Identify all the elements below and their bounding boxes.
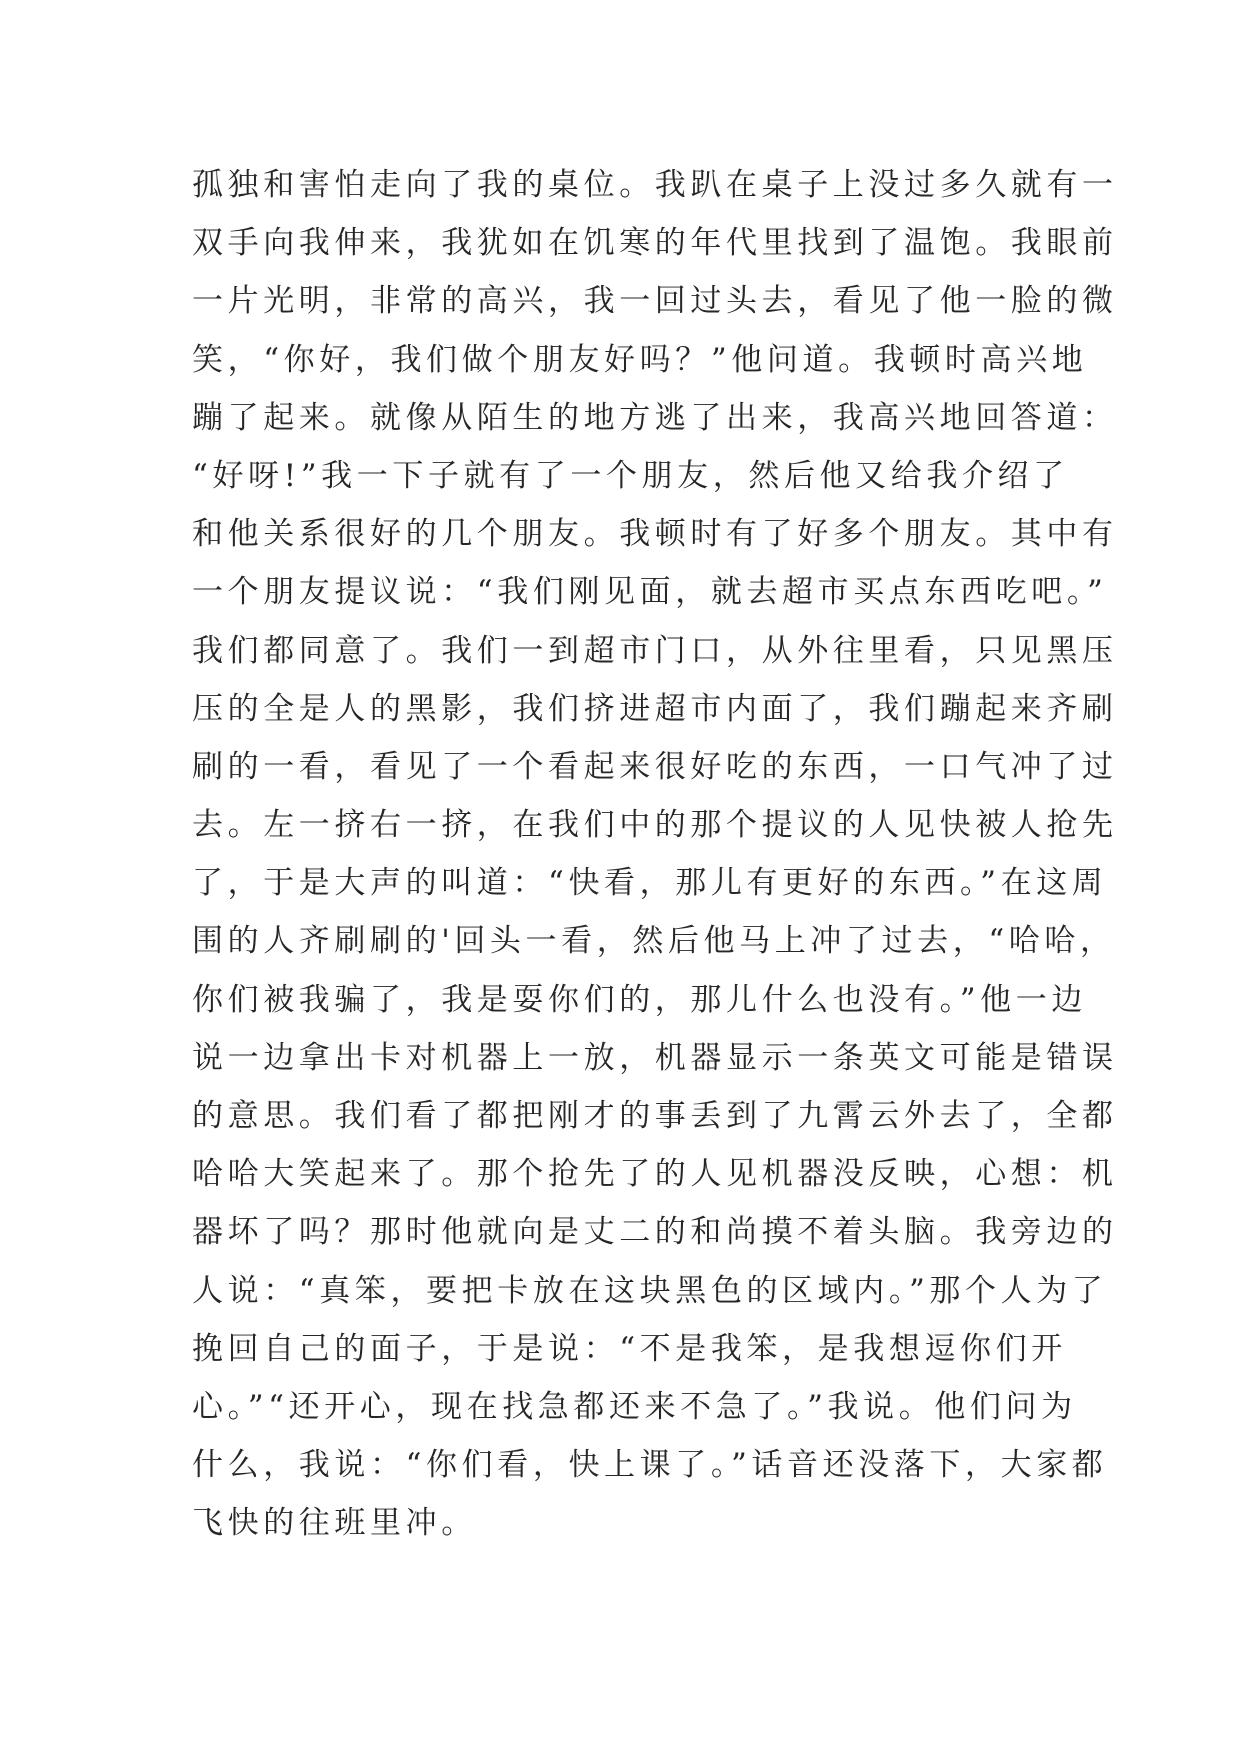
text-line: 笑，“你好，我们做个朋友好吗？”他问道。我顿时高兴地: [192, 341, 1088, 378]
text-line: 刷的一看，看见了一个看起来很好吃的东西，一口气冲了过: [192, 748, 1118, 785]
text-line: 孤独和害怕走向了我的桌位。我趴在桌子上没过多久就有一: [192, 167, 1118, 203]
body-text: [192, 156, 1118, 1553]
text-line: 双手向我伸来，我犹如在饥寒的年代里找到了温饱。我眼前: [192, 225, 1118, 262]
text-line: 我们都同意了。我们一到超市门口，从外往里看，只见黑压: [192, 632, 1118, 669]
text-line: 围的人齐刷刷的'回头一看，然后他马上冲了过去，“哈哈，: [192, 923, 1116, 960]
text-line: 和他关系很好的几个朋友。我顿时有了好多个朋友。其中有: [192, 516, 1118, 553]
text-line: 人说：“真笨，要把卡放在这块黑色的区域内。”那个人为了: [192, 1272, 1108, 1309]
text-line: 说一边拿出卡对机器上一放，机器显示一条英文可能是错误: [192, 1039, 1118, 1076]
text-line: 去。左一挤右一挤，在我们中的那个提议的人见快被人抢先: [192, 807, 1118, 844]
text-line: 飞快的往班里冲。: [192, 1505, 477, 1542]
text-line: 你们被我骗了，我是耍你们的，那儿什么也没有。”他一边: [192, 981, 1087, 1018]
text-line: 器坏了吗？那时他就向是丈二的和尚摸不着头脑。我旁边的: [192, 1214, 1118, 1251]
text-line: 心。”“还开心，现在找急都还来不急了。”我说。他们问为: [192, 1388, 1077, 1425]
text-line: 哈哈大笑起来了。那个抢先了的人见机器没反映，心想：机: [192, 1156, 1118, 1193]
text-line: “好呀!”我一下子就有了一个朋友，然后他又给我介绍了: [192, 457, 1069, 494]
text-line: 了，于是大声的叫道：“快看，那儿有更好的东西。”在这周: [192, 865, 1108, 902]
text-line: 什么，我说：“你们看，快上课了。”话音还没落下，大家都: [192, 1447, 1108, 1484]
text-line: 蹦了起来。就像从陌生的地方逃了出来，我高兴地回答道：: [192, 399, 1118, 436]
text-line: 挽回自己的面子，于是说：“不是我笨，是我想逗你们开: [192, 1330, 1067, 1367]
text-line: 一个朋友提议说：“我们刚见面，就去超市买点东西吃吧。”: [192, 574, 1108, 611]
text-line: 压的全是人的黑影，我们挤进超市内面了，我们蹦起来齐刷: [192, 690, 1118, 727]
text-line: 的意思。我们看了都把刚才的事丢到了九霄云外去了，全都: [192, 1098, 1118, 1134]
text-line: 一片光明，非常的高兴，我一回过头去，看见了他一脸的微: [192, 283, 1118, 320]
